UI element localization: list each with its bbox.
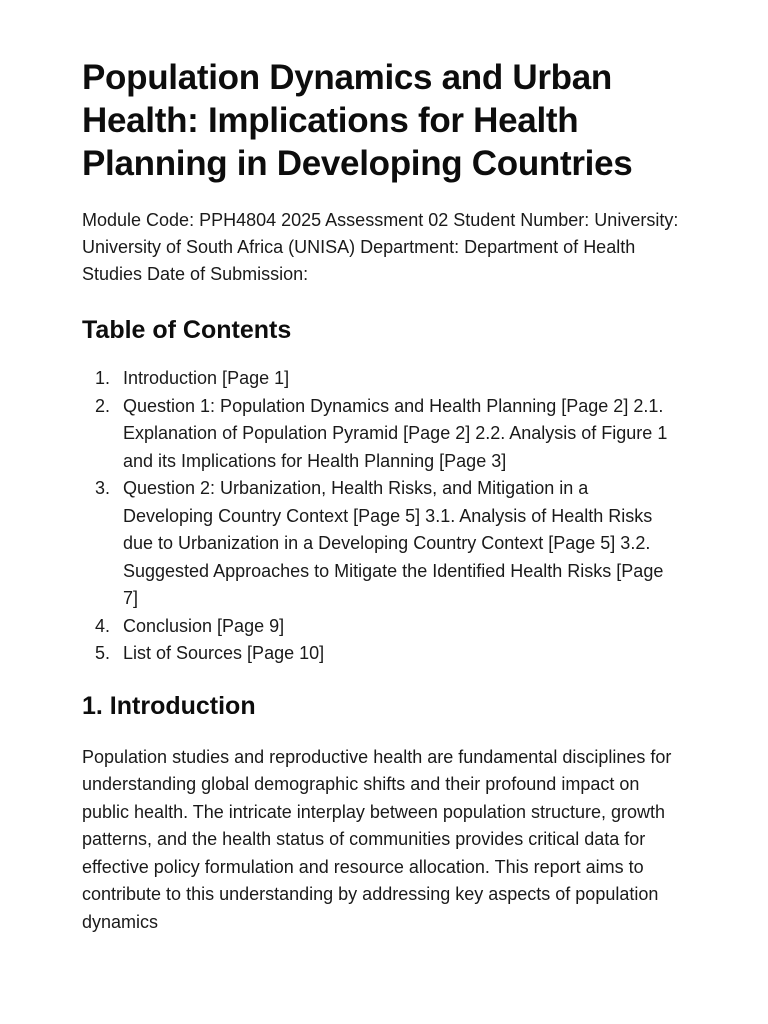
toc-item-sources [82, 640, 682, 668]
toc-item-number: 4. [95, 615, 111, 636]
toc-item-question-1 [82, 393, 682, 476]
toc-item-text: List of Sources [Page 10] [123, 643, 325, 663]
document-page [82, 56, 682, 936]
document-meta: Module Code: PPH4804 2025 Assessment 02 Student Number: University: University of South Africa (UNISA) Department: Department of Health Studies Date of Submission: [82, 210, 679, 284]
toc-item-text: Question 2: Urbanization, Health Risks, and Mitigation in a Developing Country Context [Page 5] 3.1. Analysis of Health Risks due to Urbanization in a Developing Country Context [Page 5] 3.2. Suggested Approaches to Mitigate the Identified Health Risks [Page 7] [123, 478, 664, 608]
toc-item-text: Introduction [Page 1] [123, 368, 290, 388]
toc-list [82, 365, 682, 668]
introduction-heading: 1. Introduction [82, 691, 256, 720]
document-title: Population Dynamics and Urban Health: Implications for Health Planning in Developing Countries [82, 58, 633, 183]
toc-item-conclusion [82, 613, 682, 641]
toc-item-text: Question 1: Population Dynamics and Health Planning [Page 2] 2.1. Explanation of Population Pyramid [Page 2] 2.2. Analysis of Figure 1 and its Implications for Health Planning [Page 3] [123, 395, 668, 471]
toc-heading: Table of Contents [82, 316, 292, 344]
toc-item-number: 5. [95, 643, 111, 663]
toc-item-number: 1. [95, 368, 111, 388]
toc-item-number: 3. [95, 478, 111, 498]
toc-item-introduction [82, 365, 682, 393]
toc-item-number: 2. [95, 395, 111, 416]
toc-item-text: Conclusion [Page 9] [123, 615, 285, 636]
introduction-paragraph: Population studies and reproductive health are fundamental disciplines for understanding global demographic shifts and their profound impact on public health. The intricate interplay between population structure, growth patterns, and the health status of communities provides critical data for effective policy formulation and resource allocation. This report aims to contribute to this understanding by addressing key aspects of population dynamics [82, 746, 672, 932]
toc-item-question-2 [82, 475, 682, 613]
